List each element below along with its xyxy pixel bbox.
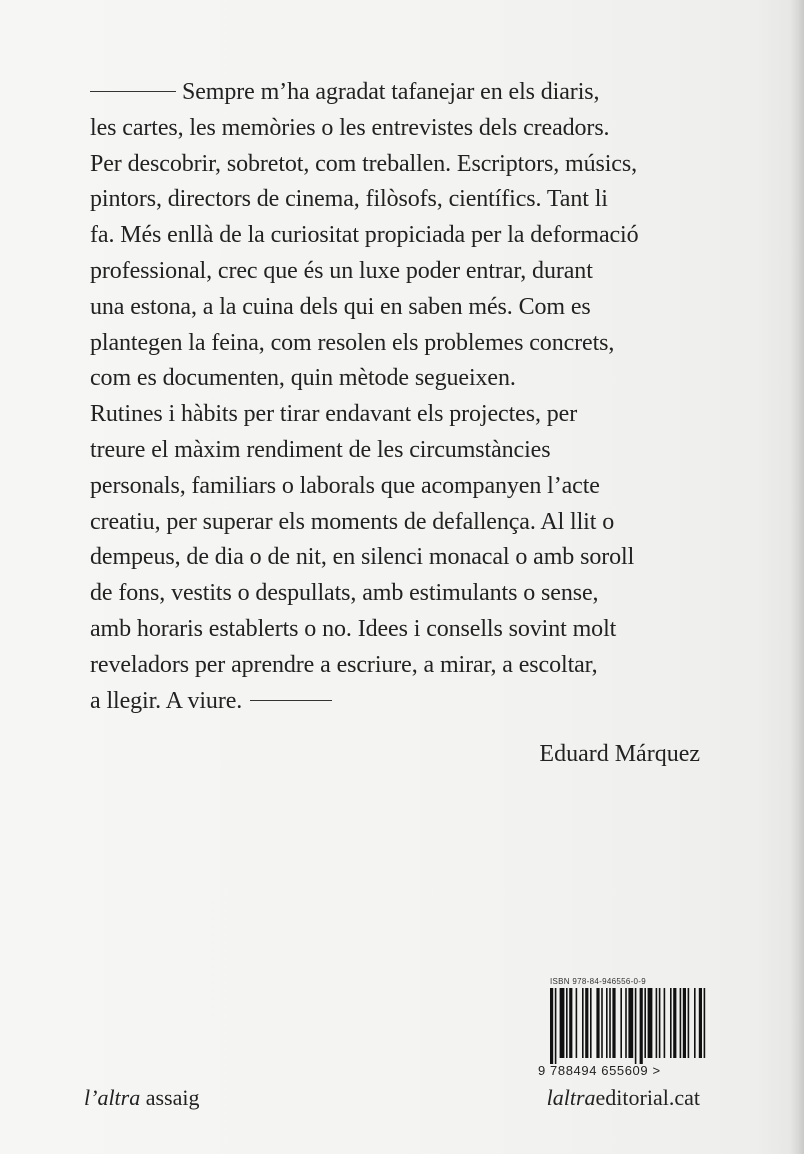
barcode-digits <box>538 1063 661 1078</box>
barcode-bar <box>555 988 557 1064</box>
barcode-bar <box>582 988 584 1058</box>
barcode-bar <box>694 988 696 1058</box>
blurb-text <box>90 75 720 719</box>
blurb-line: com es documenten, quin mètode segueixen. <box>90 365 516 392</box>
blurb-line: plantegen la feina, com resolen els problemes concrets, <box>90 329 615 356</box>
author-signature: Eduard Márquez <box>539 741 700 767</box>
barcode-bar <box>656 988 658 1058</box>
barcode-bar <box>606 988 608 1058</box>
barcode-bar <box>664 988 666 1058</box>
barcode-bar <box>648 988 653 1058</box>
barcode-digits-text: 9 788494 655609 <box>538 1063 649 1078</box>
barcode-bar <box>673 988 676 1058</box>
blurb-line <box>90 684 720 720</box>
closing-dash <box>250 700 332 701</box>
barcode-bar <box>612 988 615 1058</box>
blurb-line: una estona, a la cuina dels qui en saben més. Com es <box>90 293 591 320</box>
barcode-bar <box>566 988 568 1058</box>
barcode-bar <box>628 988 633 1058</box>
blurb-line: professional, crec que és un luxe poder entrar, durant <box>90 257 593 284</box>
barcode-bar <box>560 988 565 1058</box>
barcode-bar <box>688 988 690 1058</box>
barcode-bar <box>644 988 646 1058</box>
barcode-bar <box>585 988 588 1058</box>
blurb-line: dempeus, de dia o de nit, en silenci monacal o amb soroll <box>90 544 635 571</box>
blurb-line: creatiu, per superar els moments de defallença. Al llit o <box>90 508 615 535</box>
opening-dash <box>90 91 176 92</box>
isbn-barcode <box>538 971 710 1089</box>
barcode-bar <box>596 988 599 1058</box>
barcode-bar <box>569 988 572 1058</box>
barcode-bar <box>576 988 578 1058</box>
collection-name-rest: assaig <box>140 1085 200 1110</box>
isbn-label: ISBN 978-84-946556-0-9 <box>550 977 646 986</box>
barcode-bar <box>635 988 637 1064</box>
barcode-bar <box>601 988 603 1058</box>
blurb-line: Rutines i hàbits per tirar endavant els projectes, per <box>90 401 578 428</box>
blurb-line: treure el màxim rendiment de les circumstàncies <box>90 436 551 463</box>
blurb-line: Per descobrir, sobretot, com treballen. Escriptors, músics, <box>90 150 638 177</box>
publisher-website-italic: laltra <box>546 1085 596 1110</box>
barcode-bar <box>699 988 702 1058</box>
blurb-line: reveladors per aprendre a escriure, a mirar, a escoltar, <box>90 651 598 678</box>
collection-name <box>84 1083 200 1113</box>
blurb-line: les cartes, les memòries o les entrevistes dels creadors. <box>90 114 610 141</box>
blurb-line: fa. Més enllà de la curiositat propiciada per la deformació <box>90 222 639 249</box>
barcode-bar <box>625 988 627 1058</box>
barcode-bar <box>609 988 611 1058</box>
barcode-bar <box>659 988 661 1058</box>
blurb-line: personals, familiars o laborals que acompanyen l’acte <box>90 472 600 499</box>
barcode-bar <box>590 988 592 1058</box>
barcode-bar <box>680 988 682 1058</box>
barcode-arrow: > <box>652 1063 661 1078</box>
collection-name-italic: l’altra <box>84 1085 141 1110</box>
spine-shadow <box>790 0 804 1154</box>
barcode-bar <box>670 988 672 1058</box>
barcode-bars <box>538 988 710 1064</box>
blurb-line-text: a llegir. A viure. <box>90 687 243 714</box>
publisher-website <box>547 1083 700 1113</box>
barcode-bar <box>683 988 686 1058</box>
barcode-bar <box>640 988 643 1064</box>
blurb-line <box>90 75 720 111</box>
barcode-bar <box>704 988 706 1058</box>
barcode-bar <box>550 988 553 1064</box>
blurb-line-text: Sempre m’ha agradat tafanejar en els diaris, <box>182 79 600 105</box>
publisher-website-rest: editorial.cat <box>595 1085 700 1110</box>
blurb-line: amb horaris establerts o no. Idees i consells sovint molt <box>90 615 617 642</box>
blurb-line: de fons, vestits o despullats, amb estimulants o sense, <box>90 580 599 607</box>
barcode-bar <box>620 988 622 1058</box>
blurb-line: pintors, directors de cinema, filòsofs, científics. Tant li <box>90 186 608 213</box>
